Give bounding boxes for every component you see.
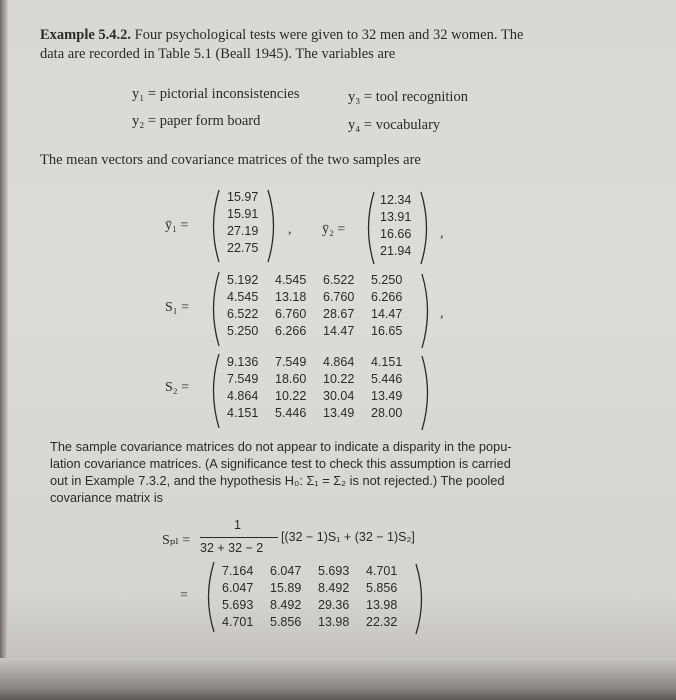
s2-cell: 7.549 — [227, 372, 259, 386]
pooled-cell: 5.856 — [366, 581, 398, 595]
s2-cell: 4.151 — [371, 355, 403, 369]
s1-cell: 5.250 — [227, 324, 259, 338]
s2-cell: 4.864 — [323, 355, 355, 369]
s1-cell: 14.47 — [323, 324, 355, 338]
s1-label: S₁ = — [165, 300, 190, 315]
fraction-denominator: 32 + 32 − 2 — [200, 541, 264, 555]
s1-cell: 5.192 — [227, 273, 259, 287]
paragraph-line-1: The sample covariance matrices do not appear to indicate a disparity in the popu- — [50, 439, 512, 454]
s2-cell: 30.04 — [323, 389, 355, 403]
s2-cell: 5.446 — [371, 372, 403, 386]
pooled-cell: 5.856 — [270, 615, 302, 629]
s1-cell: 4.545 — [275, 273, 307, 287]
pooled-cell: 4.701 — [366, 564, 398, 578]
pooled-matrix — [222, 563, 414, 631]
paragraph-line-2: lation covariance matrices. (A significance test to check this assumption is carried — [50, 456, 511, 471]
ybar2-right-paren — [419, 190, 433, 266]
s1-cell: 14.47 — [371, 307, 403, 321]
s2-cell: 4.864 — [227, 389, 259, 403]
s1-cell: 6.266 — [371, 290, 403, 304]
s1-matrix — [227, 272, 419, 340]
s1-right-paren — [420, 272, 434, 350]
paper-edge-shadow — [0, 0, 8, 700]
s2-right-paren — [420, 354, 434, 432]
variable-y2: y₂ = paper form board — [132, 113, 261, 129]
s2-cell: 7.549 — [275, 355, 307, 369]
heading-line-1 — [40, 26, 523, 44]
ybar1-value: 15.97 — [227, 190, 259, 204]
pooled-cell: 13.98 — [366, 598, 398, 612]
pooled-cell: 6.047 — [222, 581, 254, 595]
pooled-left-paren — [202, 560, 216, 634]
s1-cell: 6.760 — [275, 307, 307, 321]
s1-cell: 5.250 — [371, 273, 403, 287]
s2-cell: 28.00 — [371, 406, 403, 420]
fraction-bar — [200, 537, 278, 538]
ybar1-right-paren — [266, 188, 280, 264]
paper-bottom-shadow — [0, 658, 676, 700]
pooled-cell: 8.492 — [270, 598, 302, 612]
s2-cell: 13.49 — [323, 406, 355, 420]
s2-label: S₂ = — [165, 380, 190, 395]
intro-sentence: The mean vectors and covariance matrices of the two samples are — [40, 152, 421, 168]
variable-y1: y₁ = pictorial inconsistencies — [132, 86, 300, 102]
pooled-cell: 4.701 — [222, 615, 254, 629]
s2-cell: 9.136 — [227, 355, 259, 369]
pooled-cell: 7.164 — [222, 564, 254, 578]
pooled-cell: 22.32 — [366, 615, 398, 629]
variable-y4: y₄ = vocabulary — [348, 117, 441, 133]
s1-cell: 16.65 — [371, 324, 403, 338]
s1-cell: 6.760 — [323, 290, 355, 304]
s2-matrix — [227, 354, 419, 422]
s2-cell: 10.22 — [323, 372, 355, 386]
pooled-cell: 5.693 — [318, 564, 350, 578]
pooled-label: Sₚₗ = — [162, 533, 191, 548]
ybar1-left-paren — [207, 188, 221, 264]
s2-cell: 18.60 — [275, 372, 307, 386]
variable-y3: y₃ = tool recognition — [348, 89, 468, 105]
example-label: Example 5.4.2. — [40, 27, 132, 43]
ybar1-value: 15.91 — [227, 207, 259, 221]
ybar1-label: ȳ₁ = — [165, 218, 189, 233]
ybar2-value: 16.66 — [380, 227, 412, 241]
pooled-cell: 15.89 — [270, 581, 302, 595]
s2-cell: 5.446 — [275, 406, 307, 420]
s1-cell: 6.522 — [323, 273, 355, 287]
s2-cell: 4.151 — [227, 406, 259, 420]
s1-cell: 13.18 — [275, 290, 307, 304]
paragraph-line-3: out in Example 7.3.2, and the hypothesis H₀: Σ₁ = Σ₂ is not rejected.) The pooled — [50, 473, 505, 488]
s2-left-paren — [207, 352, 221, 430]
pooled-expression: [(32 − 1)S₁ + (32 − 1)S₂] — [281, 530, 415, 544]
ybar2-label: ȳ₂ = — [322, 222, 346, 237]
pooled-cell: 13.98 — [318, 615, 350, 629]
s1-cell: 6.266 — [275, 324, 307, 338]
fraction-numerator: 1 — [234, 518, 241, 532]
s1-cell: 28.67 — [323, 307, 355, 321]
s1-cell: 6.522 — [227, 307, 259, 321]
ybar1-value: 27.19 — [227, 224, 259, 238]
s1-cell: 4.545 — [227, 290, 259, 304]
comma-separator: , — [440, 306, 444, 321]
pooled-right-paren — [414, 562, 428, 636]
ybar2-value: 12.34 — [380, 193, 412, 207]
ybar1-value: 22.75 — [227, 241, 259, 255]
paragraph-line-4: covariance matrix is — [50, 490, 164, 505]
s2-cell: 10.22 — [275, 389, 307, 403]
s2-cell: 13.49 — [371, 389, 403, 403]
heading-line-2: data are recorded in Table 5.1 (Beall 1945). The variables are — [40, 46, 396, 62]
ybar2-value: 21.94 — [380, 244, 412, 258]
s1-left-paren — [207, 270, 221, 348]
comma-separator: , — [288, 222, 292, 237]
ybar2-left-paren — [362, 190, 376, 266]
pooled-cell: 6.047 — [270, 564, 302, 578]
pooled-cell: 5.693 — [222, 598, 254, 612]
comma-separator: , — [440, 226, 444, 241]
pooled-cell: 29.36 — [318, 598, 350, 612]
pooled-equals: = — [180, 588, 188, 603]
ybar2-value: 13.91 — [380, 210, 412, 224]
pooled-cell: 8.492 — [318, 581, 350, 595]
heading-line-1-text: Four psychological tests were given to 32 men and 32 women. The — [134, 27, 524, 43]
